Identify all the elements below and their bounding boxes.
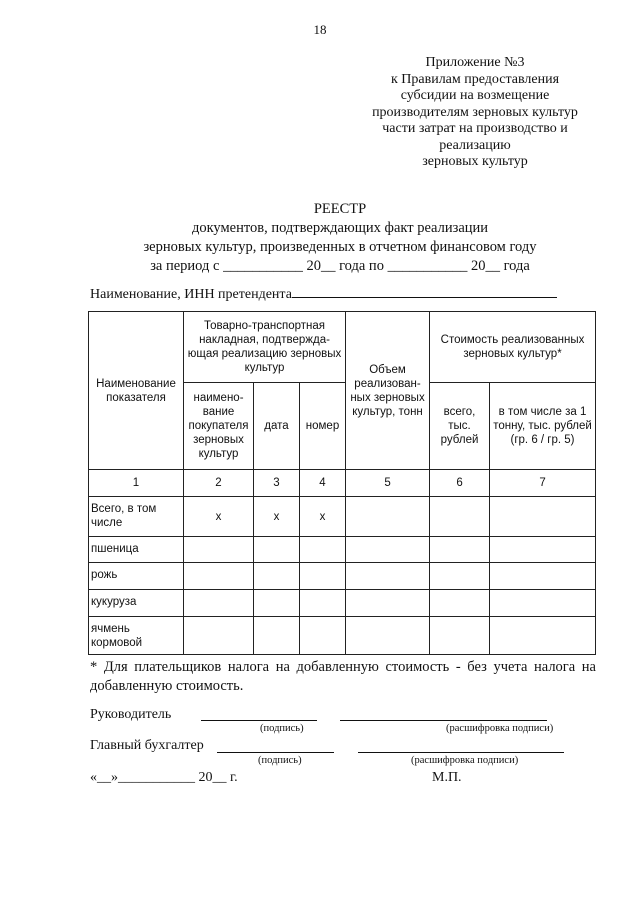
column-number: 7: [490, 470, 596, 497]
cell-volume[interactable]: [346, 617, 430, 655]
cell-per-ton[interactable]: [490, 563, 596, 590]
appendix-header: [360, 55, 590, 171]
footnote: * Для плательщиков налога на добавленную стоимость - без учета налога на добавленную стоимость.: [90, 659, 596, 694]
appendix-line: зерновых культур: [422, 154, 528, 169]
appendix-line: Приложение №3: [425, 55, 525, 70]
appendix-line: к Правилам предоставления: [390, 71, 560, 87]
head-decoding-caption: (расшифровка подписи): [446, 723, 554, 734]
header-per-ton: в том числе за 1 тонну, тыс. рублей (гр. 6 / гр. 5): [490, 383, 596, 470]
registry-subtitle-2: зерновых культур, произведенных в отчетном финансовом году: [143, 239, 537, 255]
cell-date[interactable]: [254, 563, 300, 590]
column-number: 3: [254, 470, 300, 497]
cell-total[interactable]: [430, 563, 490, 590]
table-row: [89, 537, 596, 563]
cell-number[interactable]: х: [300, 497, 346, 537]
cell-volume[interactable]: [346, 590, 430, 617]
cell-date[interactable]: [254, 537, 300, 563]
header-number: номер: [300, 383, 346, 470]
header-cost-group: Стоимость реализованных зерновых культур*: [430, 312, 596, 383]
cell-total[interactable]: [430, 497, 490, 537]
cell-number[interactable]: [300, 563, 346, 590]
table-row: [89, 497, 596, 537]
row-label: ячмень кормовой: [89, 617, 184, 655]
row-label: кукуруза: [89, 590, 184, 617]
chief-accountant-signature-caption: (подпись): [258, 755, 302, 766]
head-signature-line[interactable]: [201, 720, 317, 721]
row-label: рожь: [89, 563, 184, 590]
column-number: 2: [184, 470, 254, 497]
cell-number[interactable]: [300, 537, 346, 563]
applicant-label: Наименование, ИНН претендента: [90, 287, 292, 302]
header-volume: Объем реализован-ных зерновых культур, тонн: [346, 312, 430, 470]
row-label: Всего, в том числе: [89, 497, 184, 537]
cell-total[interactable]: [430, 590, 490, 617]
head-label: Руководитель: [90, 707, 172, 722]
page-number: 18: [313, 22, 327, 37]
cell-total[interactable]: [430, 537, 490, 563]
header-waybill-group: Товарно-транспортная накладная, подтвержда-ющая реализацию зерновых культур: [184, 312, 346, 383]
applicant-field: [90, 284, 557, 303]
cell-per-ton[interactable]: [490, 537, 596, 563]
cell-per-ton[interactable]: [490, 497, 596, 537]
cell-per-ton[interactable]: [490, 590, 596, 617]
table-row: [89, 590, 596, 617]
registry-title-block: [0, 200, 640, 276]
row-label: пшеница: [89, 537, 184, 563]
appendix-line: части затрат на производство и: [382, 121, 568, 136]
chief-accountant-decoding-line[interactable]: [358, 752, 564, 753]
header-buyer: наимено-вание покупателя зерновых культур: [184, 383, 254, 470]
column-number: 4: [300, 470, 346, 497]
cell-date[interactable]: [254, 590, 300, 617]
table-row: [89, 617, 596, 655]
registry-period: за период с ___________ 20__ года по ___________ 20__ года: [150, 258, 530, 274]
cell-buyer[interactable]: [184, 617, 254, 655]
head-decoding-line[interactable]: [340, 720, 547, 721]
cell-buyer[interactable]: [184, 537, 254, 563]
cell-number[interactable]: [300, 590, 346, 617]
cell-volume[interactable]: [346, 497, 430, 537]
cell-volume[interactable]: [346, 563, 430, 590]
table-row: [89, 563, 596, 590]
column-number-row: [89, 470, 596, 497]
chief-accountant-label: Главный бухгалтер: [90, 738, 204, 753]
applicant-input-line[interactable]: [292, 284, 557, 298]
chief-accountant-decoding-caption: (расшифровка подписи): [411, 755, 519, 766]
cell-total[interactable]: [430, 617, 490, 655]
cell-buyer[interactable]: [184, 590, 254, 617]
registry-subtitle-1: документов, подтверждающих факт реализации: [191, 220, 489, 236]
appendix-line: реализацию: [439, 137, 511, 153]
cell-buyer[interactable]: [184, 563, 254, 590]
cell-per-ton[interactable]: [490, 617, 596, 655]
appendix-line: субсидии на возмещение: [400, 88, 550, 103]
cell-number[interactable]: [300, 617, 346, 655]
chief-accountant-signature-line[interactable]: [217, 752, 334, 753]
cell-buyer[interactable]: х: [184, 497, 254, 537]
seal-mark: М.П.: [432, 770, 462, 785]
column-number: 6: [430, 470, 490, 497]
date-line: «__»___________ 20__ г.: [90, 770, 238, 785]
registry-table: [88, 311, 596, 655]
cell-date[interactable]: [254, 617, 300, 655]
appendix-line: производителям зерновых культур: [372, 104, 578, 120]
header-date: дата: [254, 383, 300, 470]
column-number: 5: [346, 470, 430, 497]
registry-title: РЕЕСТР: [313, 201, 367, 217]
cell-date[interactable]: х: [254, 497, 300, 537]
column-number: 1: [89, 470, 184, 497]
header-total: всего, тыс. рублей: [430, 383, 490, 470]
header-indicator: Наименование показателя: [89, 312, 184, 470]
head-signature-caption: (подпись): [260, 723, 304, 734]
cell-volume[interactable]: [346, 537, 430, 563]
